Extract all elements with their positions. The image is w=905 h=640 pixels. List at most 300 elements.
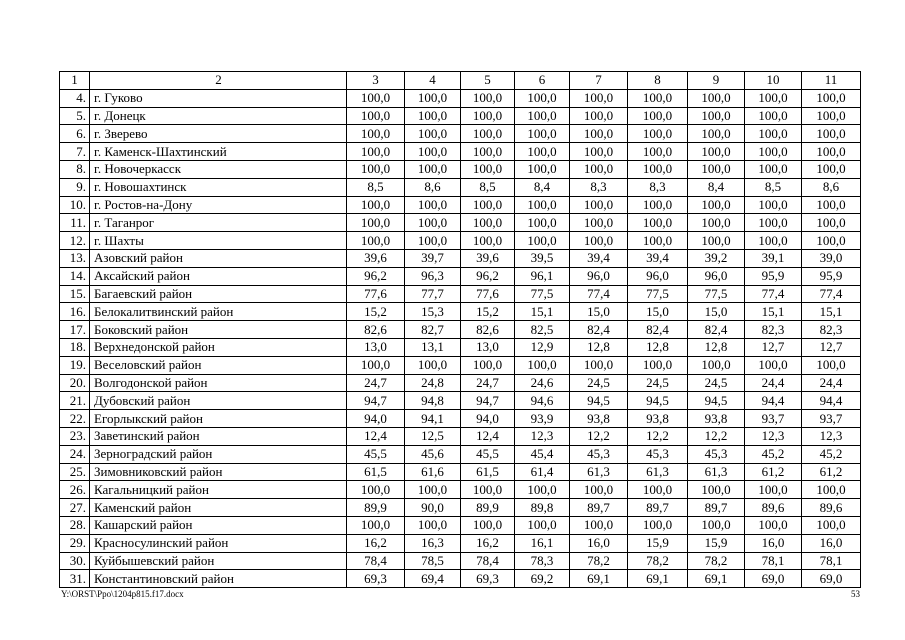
district-name-cell: Егорлыкский район <box>90 410 347 428</box>
value-cell: 39,4 <box>628 249 688 267</box>
value-cell: 100,0 <box>628 89 688 107</box>
value-cell: 69,3 <box>461 570 515 588</box>
value-cell: 93,7 <box>745 410 802 428</box>
value-cell: 77,5 <box>688 285 745 303</box>
row-number-cell: 19. <box>60 356 90 374</box>
value-cell: 100,0 <box>347 481 405 499</box>
value-cell: 15,1 <box>802 303 861 321</box>
table-row <box>60 374 861 392</box>
value-cell: 78,5 <box>405 552 461 570</box>
district-name-cell: Азовский район <box>90 249 347 267</box>
value-cell: 13,1 <box>405 338 461 356</box>
district-name-cell: Заветинский район <box>90 427 347 445</box>
value-cell: 24,7 <box>347 374 405 392</box>
table-row <box>60 143 861 161</box>
value-cell: 12,4 <box>461 427 515 445</box>
value-cell: 24,4 <box>802 374 861 392</box>
header-cell: 2 <box>90 72 347 90</box>
value-cell: 69,0 <box>802 570 861 588</box>
value-cell: 100,0 <box>628 214 688 232</box>
value-cell: 100,0 <box>802 481 861 499</box>
header-cell: 10 <box>745 72 802 90</box>
value-cell: 100,0 <box>570 125 628 143</box>
table-row <box>60 214 861 232</box>
value-cell: 45,5 <box>461 445 515 463</box>
value-cell: 100,0 <box>405 516 461 534</box>
value-cell: 100,0 <box>802 89 861 107</box>
value-cell: 100,0 <box>745 125 802 143</box>
value-cell: 8,4 <box>515 178 570 196</box>
table-row <box>60 125 861 143</box>
value-cell: 100,0 <box>347 516 405 534</box>
value-cell: 96,0 <box>628 267 688 285</box>
value-cell: 100,0 <box>461 125 515 143</box>
value-cell: 89,8 <box>515 499 570 517</box>
table-row <box>60 481 861 499</box>
value-cell: 77,4 <box>745 285 802 303</box>
row-number-cell: 21. <box>60 392 90 410</box>
value-cell: 89,9 <box>347 499 405 517</box>
footer-page-number: 53 <box>851 589 860 599</box>
district-name-cell: Аксайский район <box>90 267 347 285</box>
value-cell: 82,6 <box>461 321 515 339</box>
value-cell: 24,8 <box>405 374 461 392</box>
value-cell: 100,0 <box>802 107 861 125</box>
header-cell: 6 <box>515 72 570 90</box>
value-cell: 39,5 <box>515 249 570 267</box>
value-cell: 16,0 <box>802 534 861 552</box>
footer-file-path: Y:\ORST\Ppo\1204p815.f17.docx <box>61 589 184 599</box>
value-cell: 45,6 <box>405 445 461 463</box>
row-number-cell: 30. <box>60 552 90 570</box>
value-cell: 12,8 <box>570 338 628 356</box>
district-name-cell: г. Гуково <box>90 89 347 107</box>
value-cell: 100,0 <box>461 232 515 250</box>
value-cell: 94,0 <box>347 410 405 428</box>
value-cell: 100,0 <box>461 516 515 534</box>
table-row <box>60 249 861 267</box>
value-cell: 100,0 <box>628 481 688 499</box>
value-cell: 77,7 <box>405 285 461 303</box>
value-cell: 24,5 <box>570 374 628 392</box>
value-cell: 78,2 <box>628 552 688 570</box>
value-cell: 100,0 <box>745 143 802 161</box>
value-cell: 100,0 <box>688 356 745 374</box>
value-cell: 93,8 <box>688 410 745 428</box>
value-cell: 12,2 <box>688 427 745 445</box>
value-cell: 100,0 <box>461 356 515 374</box>
value-cell: 82,7 <box>405 321 461 339</box>
value-cell: 8,5 <box>347 178 405 196</box>
value-cell: 69,1 <box>628 570 688 588</box>
value-cell: 100,0 <box>405 89 461 107</box>
row-number-cell: 12. <box>60 232 90 250</box>
value-cell: 82,4 <box>570 321 628 339</box>
table-row <box>60 160 861 178</box>
value-cell: 100,0 <box>570 160 628 178</box>
value-cell: 16,0 <box>570 534 628 552</box>
value-cell: 93,8 <box>628 410 688 428</box>
value-cell: 12,2 <box>570 427 628 445</box>
value-cell: 94,5 <box>688 392 745 410</box>
value-cell: 94,7 <box>461 392 515 410</box>
value-cell: 45,3 <box>628 445 688 463</box>
table-row <box>60 410 861 428</box>
table-row <box>60 196 861 214</box>
value-cell: 100,0 <box>745 214 802 232</box>
value-cell: 93,7 <box>802 410 861 428</box>
value-cell: 94,6 <box>515 392 570 410</box>
value-cell: 45,4 <box>515 445 570 463</box>
value-cell: 93,9 <box>515 410 570 428</box>
value-cell: 100,0 <box>745 160 802 178</box>
value-cell: 100,0 <box>461 196 515 214</box>
value-cell: 12,3 <box>802 427 861 445</box>
district-name-cell: Зерноградский район <box>90 445 347 463</box>
value-cell: 82,3 <box>745 321 802 339</box>
row-number-cell: 15. <box>60 285 90 303</box>
district-name-cell: Каменский район <box>90 499 347 517</box>
value-cell: 16,2 <box>461 534 515 552</box>
value-cell: 78,4 <box>347 552 405 570</box>
value-cell: 100,0 <box>745 89 802 107</box>
value-cell: 39,1 <box>745 249 802 267</box>
value-cell: 82,5 <box>515 321 570 339</box>
table-row <box>60 232 861 250</box>
value-cell: 89,6 <box>802 499 861 517</box>
value-cell: 100,0 <box>515 516 570 534</box>
value-cell: 45,3 <box>688 445 745 463</box>
value-cell: 8,3 <box>570 178 628 196</box>
table-row <box>60 463 861 481</box>
value-cell: 100,0 <box>802 125 861 143</box>
value-cell: 100,0 <box>628 107 688 125</box>
value-cell: 100,0 <box>688 125 745 143</box>
value-cell: 24,4 <box>745 374 802 392</box>
value-cell: 100,0 <box>405 107 461 125</box>
value-cell: 100,0 <box>347 160 405 178</box>
header-cell: 1 <box>60 72 90 90</box>
table-body <box>60 72 861 588</box>
value-cell: 8,3 <box>628 178 688 196</box>
row-number-cell: 14. <box>60 267 90 285</box>
value-cell: 100,0 <box>628 160 688 178</box>
value-cell: 100,0 <box>405 125 461 143</box>
header-cell: 9 <box>688 72 745 90</box>
table-row <box>60 321 861 339</box>
value-cell: 100,0 <box>745 356 802 374</box>
value-cell: 69,3 <box>347 570 405 588</box>
value-cell: 100,0 <box>802 143 861 161</box>
value-cell: 78,2 <box>570 552 628 570</box>
table-row <box>60 107 861 125</box>
value-cell: 100,0 <box>745 481 802 499</box>
value-cell: 12,5 <box>405 427 461 445</box>
value-cell: 100,0 <box>628 232 688 250</box>
value-cell: 100,0 <box>405 160 461 178</box>
value-cell: 89,7 <box>688 499 745 517</box>
value-cell: 89,7 <box>570 499 628 517</box>
table-row <box>60 89 861 107</box>
value-cell: 61,5 <box>347 463 405 481</box>
value-cell: 77,5 <box>628 285 688 303</box>
table-row <box>60 285 861 303</box>
row-number-cell: 13. <box>60 249 90 267</box>
value-cell: 100,0 <box>802 160 861 178</box>
value-cell: 100,0 <box>570 196 628 214</box>
row-number-cell: 6. <box>60 125 90 143</box>
value-cell: 100,0 <box>802 214 861 232</box>
row-number-cell: 22. <box>60 410 90 428</box>
value-cell: 100,0 <box>802 196 861 214</box>
value-cell: 94,4 <box>802 392 861 410</box>
value-cell: 77,5 <box>515 285 570 303</box>
value-cell: 24,7 <box>461 374 515 392</box>
value-cell: 100,0 <box>461 160 515 178</box>
value-cell: 100,0 <box>515 107 570 125</box>
value-cell: 100,0 <box>688 214 745 232</box>
district-name-cell: Кашарский район <box>90 516 347 534</box>
value-cell: 100,0 <box>405 232 461 250</box>
value-cell: 61,3 <box>688 463 745 481</box>
value-cell: 82,6 <box>347 321 405 339</box>
value-cell: 24,6 <box>515 374 570 392</box>
value-cell: 12,8 <box>628 338 688 356</box>
row-number-cell: 18. <box>60 338 90 356</box>
value-cell: 100,0 <box>347 232 405 250</box>
value-cell: 100,0 <box>745 107 802 125</box>
value-cell: 100,0 <box>405 143 461 161</box>
table-row <box>60 338 861 356</box>
value-cell: 15,9 <box>688 534 745 552</box>
value-cell: 15,2 <box>461 303 515 321</box>
district-name-cell: г. Шахты <box>90 232 347 250</box>
value-cell: 78,3 <box>515 552 570 570</box>
value-cell: 100,0 <box>570 481 628 499</box>
row-number-cell: 31. <box>60 570 90 588</box>
value-cell: 82,4 <box>688 321 745 339</box>
value-cell: 100,0 <box>570 356 628 374</box>
value-cell: 15,3 <box>405 303 461 321</box>
value-cell: 100,0 <box>405 481 461 499</box>
row-number-cell: 25. <box>60 463 90 481</box>
value-cell: 93,8 <box>570 410 628 428</box>
value-cell: 100,0 <box>515 89 570 107</box>
value-cell: 100,0 <box>347 107 405 125</box>
district-name-cell: Верхнедонской район <box>90 338 347 356</box>
value-cell: 13,0 <box>461 338 515 356</box>
value-cell: 24,5 <box>688 374 745 392</box>
row-number-cell: 29. <box>60 534 90 552</box>
value-cell: 61,4 <box>515 463 570 481</box>
value-cell: 100,0 <box>461 481 515 499</box>
value-cell: 12,8 <box>688 338 745 356</box>
value-cell: 16,2 <box>347 534 405 552</box>
value-cell: 69,1 <box>688 570 745 588</box>
value-cell: 100,0 <box>515 160 570 178</box>
table-row <box>60 516 861 534</box>
row-number-cell: 11. <box>60 214 90 232</box>
value-cell: 78,2 <box>688 552 745 570</box>
value-cell: 100,0 <box>405 196 461 214</box>
table-row <box>60 427 861 445</box>
value-cell: 45,2 <box>802 445 861 463</box>
value-cell: 100,0 <box>802 232 861 250</box>
value-cell: 8,5 <box>461 178 515 196</box>
value-cell: 100,0 <box>461 107 515 125</box>
value-cell: 16,1 <box>515 534 570 552</box>
value-cell: 100,0 <box>347 143 405 161</box>
value-cell: 94,0 <box>461 410 515 428</box>
value-cell: 45,2 <box>745 445 802 463</box>
value-cell: 90,0 <box>405 499 461 517</box>
value-cell: 12,4 <box>347 427 405 445</box>
value-cell: 15,9 <box>628 534 688 552</box>
value-cell: 100,0 <box>461 143 515 161</box>
value-cell: 100,0 <box>745 516 802 534</box>
value-cell: 100,0 <box>347 89 405 107</box>
value-cell: 12,7 <box>745 338 802 356</box>
value-cell: 100,0 <box>405 214 461 232</box>
value-cell: 8,6 <box>405 178 461 196</box>
value-cell: 100,0 <box>688 516 745 534</box>
value-cell: 78,1 <box>802 552 861 570</box>
header-cell: 11 <box>802 72 861 90</box>
value-cell: 8,4 <box>688 178 745 196</box>
value-cell: 96,0 <box>570 267 628 285</box>
value-cell: 13,0 <box>347 338 405 356</box>
value-cell: 100,0 <box>628 125 688 143</box>
value-cell: 15,0 <box>628 303 688 321</box>
value-cell: 100,0 <box>515 214 570 232</box>
district-name-cell: Куйбышевский район <box>90 552 347 570</box>
district-name-cell: Красносулинский район <box>90 534 347 552</box>
district-name-cell: г. Новошахтинск <box>90 178 347 196</box>
value-cell: 100,0 <box>745 196 802 214</box>
district-name-cell: Дубовский район <box>90 392 347 410</box>
table-header-row <box>60 72 861 90</box>
value-cell: 96,2 <box>461 267 515 285</box>
value-cell: 12,3 <box>745 427 802 445</box>
value-cell: 39,4 <box>570 249 628 267</box>
value-cell: 24,5 <box>628 374 688 392</box>
value-cell: 94,5 <box>570 392 628 410</box>
value-cell: 100,0 <box>688 481 745 499</box>
value-cell: 100,0 <box>688 160 745 178</box>
value-cell: 96,1 <box>515 267 570 285</box>
district-name-cell: Веселовский район <box>90 356 347 374</box>
data-table <box>59 71 861 588</box>
value-cell: 100,0 <box>347 196 405 214</box>
row-number-cell: 17. <box>60 321 90 339</box>
value-cell: 82,4 <box>628 321 688 339</box>
header-cell: 4 <box>405 72 461 90</box>
row-number-cell: 5. <box>60 107 90 125</box>
value-cell: 100,0 <box>461 89 515 107</box>
value-cell: 100,0 <box>688 232 745 250</box>
header-cell: 7 <box>570 72 628 90</box>
value-cell: 77,4 <box>802 285 861 303</box>
value-cell: 12,2 <box>628 427 688 445</box>
value-cell: 15,1 <box>745 303 802 321</box>
value-cell: 45,3 <box>570 445 628 463</box>
value-cell: 100,0 <box>688 143 745 161</box>
value-cell: 15,2 <box>347 303 405 321</box>
value-cell: 16,0 <box>745 534 802 552</box>
value-cell: 100,0 <box>802 356 861 374</box>
row-number-cell: 8. <box>60 160 90 178</box>
table-row <box>60 499 861 517</box>
value-cell: 82,3 <box>802 321 861 339</box>
value-cell: 95,9 <box>745 267 802 285</box>
header-cell: 3 <box>347 72 405 90</box>
value-cell: 89,7 <box>628 499 688 517</box>
value-cell: 100,0 <box>570 107 628 125</box>
value-cell: 39,0 <box>802 249 861 267</box>
header-cell: 5 <box>461 72 515 90</box>
value-cell: 100,0 <box>628 516 688 534</box>
value-cell: 100,0 <box>570 89 628 107</box>
value-cell: 94,5 <box>628 392 688 410</box>
value-cell: 61,3 <box>570 463 628 481</box>
value-cell: 61,6 <box>405 463 461 481</box>
value-cell: 39,6 <box>461 249 515 267</box>
value-cell: 100,0 <box>745 232 802 250</box>
value-cell: 15,0 <box>688 303 745 321</box>
value-cell: 12,7 <box>802 338 861 356</box>
value-cell: 100,0 <box>347 356 405 374</box>
value-cell: 69,0 <box>745 570 802 588</box>
value-cell: 16,3 <box>405 534 461 552</box>
value-cell: 45,5 <box>347 445 405 463</box>
table-row <box>60 392 861 410</box>
value-cell: 100,0 <box>515 196 570 214</box>
value-cell: 15,1 <box>515 303 570 321</box>
row-number-cell: 20. <box>60 374 90 392</box>
district-name-cell: г. Зверево <box>90 125 347 143</box>
table-row <box>60 267 861 285</box>
row-number-cell: 27. <box>60 499 90 517</box>
value-cell: 15,0 <box>570 303 628 321</box>
value-cell: 69,2 <box>515 570 570 588</box>
district-name-cell: г. Каменск-Шахтинский <box>90 143 347 161</box>
value-cell: 12,3 <box>515 427 570 445</box>
value-cell: 39,6 <box>347 249 405 267</box>
value-cell: 100,0 <box>405 356 461 374</box>
value-cell: 100,0 <box>688 89 745 107</box>
value-cell: 61,5 <box>461 463 515 481</box>
value-cell: 89,9 <box>461 499 515 517</box>
table-row <box>60 570 861 588</box>
row-number-cell: 9. <box>60 178 90 196</box>
row-number-cell: 28. <box>60 516 90 534</box>
table-row <box>60 303 861 321</box>
value-cell: 100,0 <box>802 516 861 534</box>
value-cell: 69,1 <box>570 570 628 588</box>
table-row <box>60 445 861 463</box>
value-cell: 100,0 <box>515 481 570 499</box>
value-cell: 8,5 <box>745 178 802 196</box>
value-cell: 39,7 <box>405 249 461 267</box>
value-cell: 89,6 <box>745 499 802 517</box>
value-cell: 100,0 <box>688 196 745 214</box>
value-cell: 69,4 <box>405 570 461 588</box>
district-name-cell: Белокалитвинский район <box>90 303 347 321</box>
district-name-cell: Багаевский район <box>90 285 347 303</box>
value-cell: 61,2 <box>802 463 861 481</box>
district-name-cell: Кагальницкий район <box>90 481 347 499</box>
value-cell: 100,0 <box>515 232 570 250</box>
